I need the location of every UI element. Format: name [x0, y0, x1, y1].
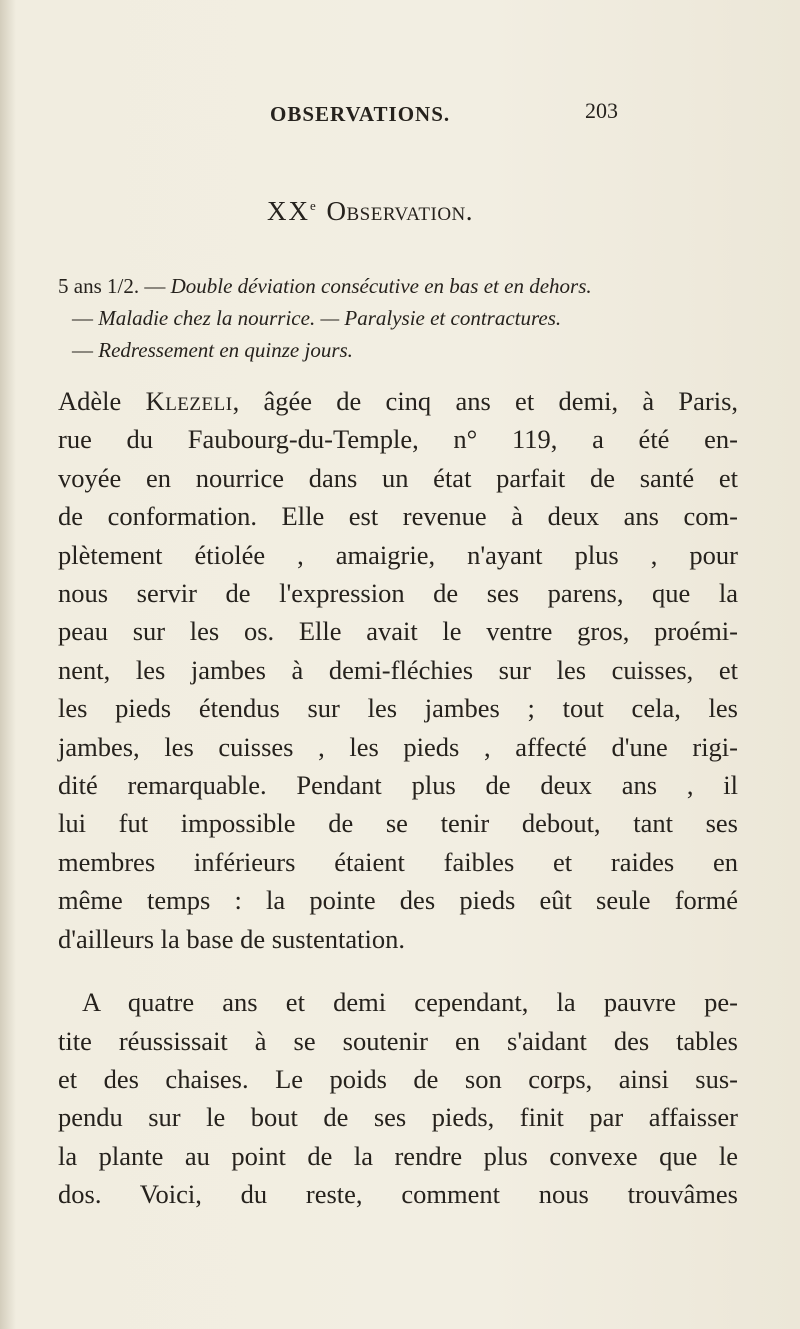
text-line: pendu sur le bout de ses pieds, finit par affaisser	[58, 1102, 738, 1133]
summary-italic: Maladie chez la nourrice. — Paralysie et contractures.	[98, 306, 562, 330]
summary-prefix: —	[72, 338, 99, 362]
text-line: A quatre ans et demi cependant, la pauvre pe-	[82, 987, 738, 1018]
text-line: plètement étiolée , amaigrie, n'ayant plus , pour	[58, 539, 738, 570]
text-line: dité remarquable. Pendant plus de deux ans , il	[58, 770, 738, 801]
summary-line	[58, 334, 748, 366]
text-line: voyée en nourrice dans un état parfait de santé et	[58, 462, 738, 493]
text-line: peau sur les os. Elle avait le ventre gros, proémi-	[58, 616, 738, 647]
text-line: rue du Faubourg-du-Temple, n° 119, a été en-	[58, 424, 738, 455]
text-line: la plante au point de la rendre plus convexe que le	[58, 1140, 738, 1171]
paragraph-1	[58, 382, 738, 958]
paragraph-2	[58, 983, 738, 1213]
page-number: 203	[585, 98, 618, 123]
text-line: membres inférieurs étaient faibles et raides en	[58, 846, 738, 877]
observation-label: Observation.	[326, 196, 474, 226]
text-line: et des chaises. Le poids de son corps, ainsi sus-	[58, 1063, 738, 1094]
text-line	[58, 382, 738, 420]
body-text	[58, 382, 738, 1214]
text-line: lui fut impossible de se tenir debout, tant ses	[58, 808, 738, 839]
summary-italic: Double déviation consécutive en bas et en dehors.	[170, 274, 592, 298]
text-line: tite réussissait à se soutenir en s'aidant des tables	[58, 1025, 738, 1056]
summary-prefix: 5 ans 1/2. —	[58, 274, 171, 298]
observation-superscript: e	[309, 198, 318, 213]
text-line: nent, les jambes à demi-fléchies sur les cuisses, et	[58, 654, 738, 685]
line-rest: , âgée de cinq ans et demi, à Paris,	[232, 386, 739, 416]
observation-numeral: XX	[266, 196, 310, 226]
summary-italic: Redressement en quinze jours.	[98, 338, 353, 362]
text-line: de conformation. Elle est revenue à deux ans com-	[58, 501, 738, 532]
observation-title	[0, 196, 800, 227]
patient-first-name: Adèle	[58, 386, 146, 416]
text-line: les pieds étendus sur les jambes ; tout cela, les	[58, 693, 738, 724]
running-head-title: OBSERVATIONS.	[270, 102, 451, 126]
text-line: même temps : la pointe des pieds eût seule formé	[58, 885, 738, 916]
patient-surname: Klezeli	[145, 386, 233, 416]
summary-prefix: —	[72, 306, 99, 330]
running-head	[0, 98, 800, 138]
case-summary	[58, 270, 748, 366]
text-line: nous servir de l'expression de ses parens, que la	[58, 578, 738, 609]
text-line: d'ailleurs la base de sustentation.	[58, 923, 405, 954]
summary-line	[58, 302, 748, 334]
summary-line	[58, 270, 748, 302]
text-line: jambes, les cuisses , les pieds , affecté d'une rigi-	[58, 731, 738, 762]
text-line: dos. Voici, du reste, comment nous trouvâmes	[58, 1179, 738, 1210]
